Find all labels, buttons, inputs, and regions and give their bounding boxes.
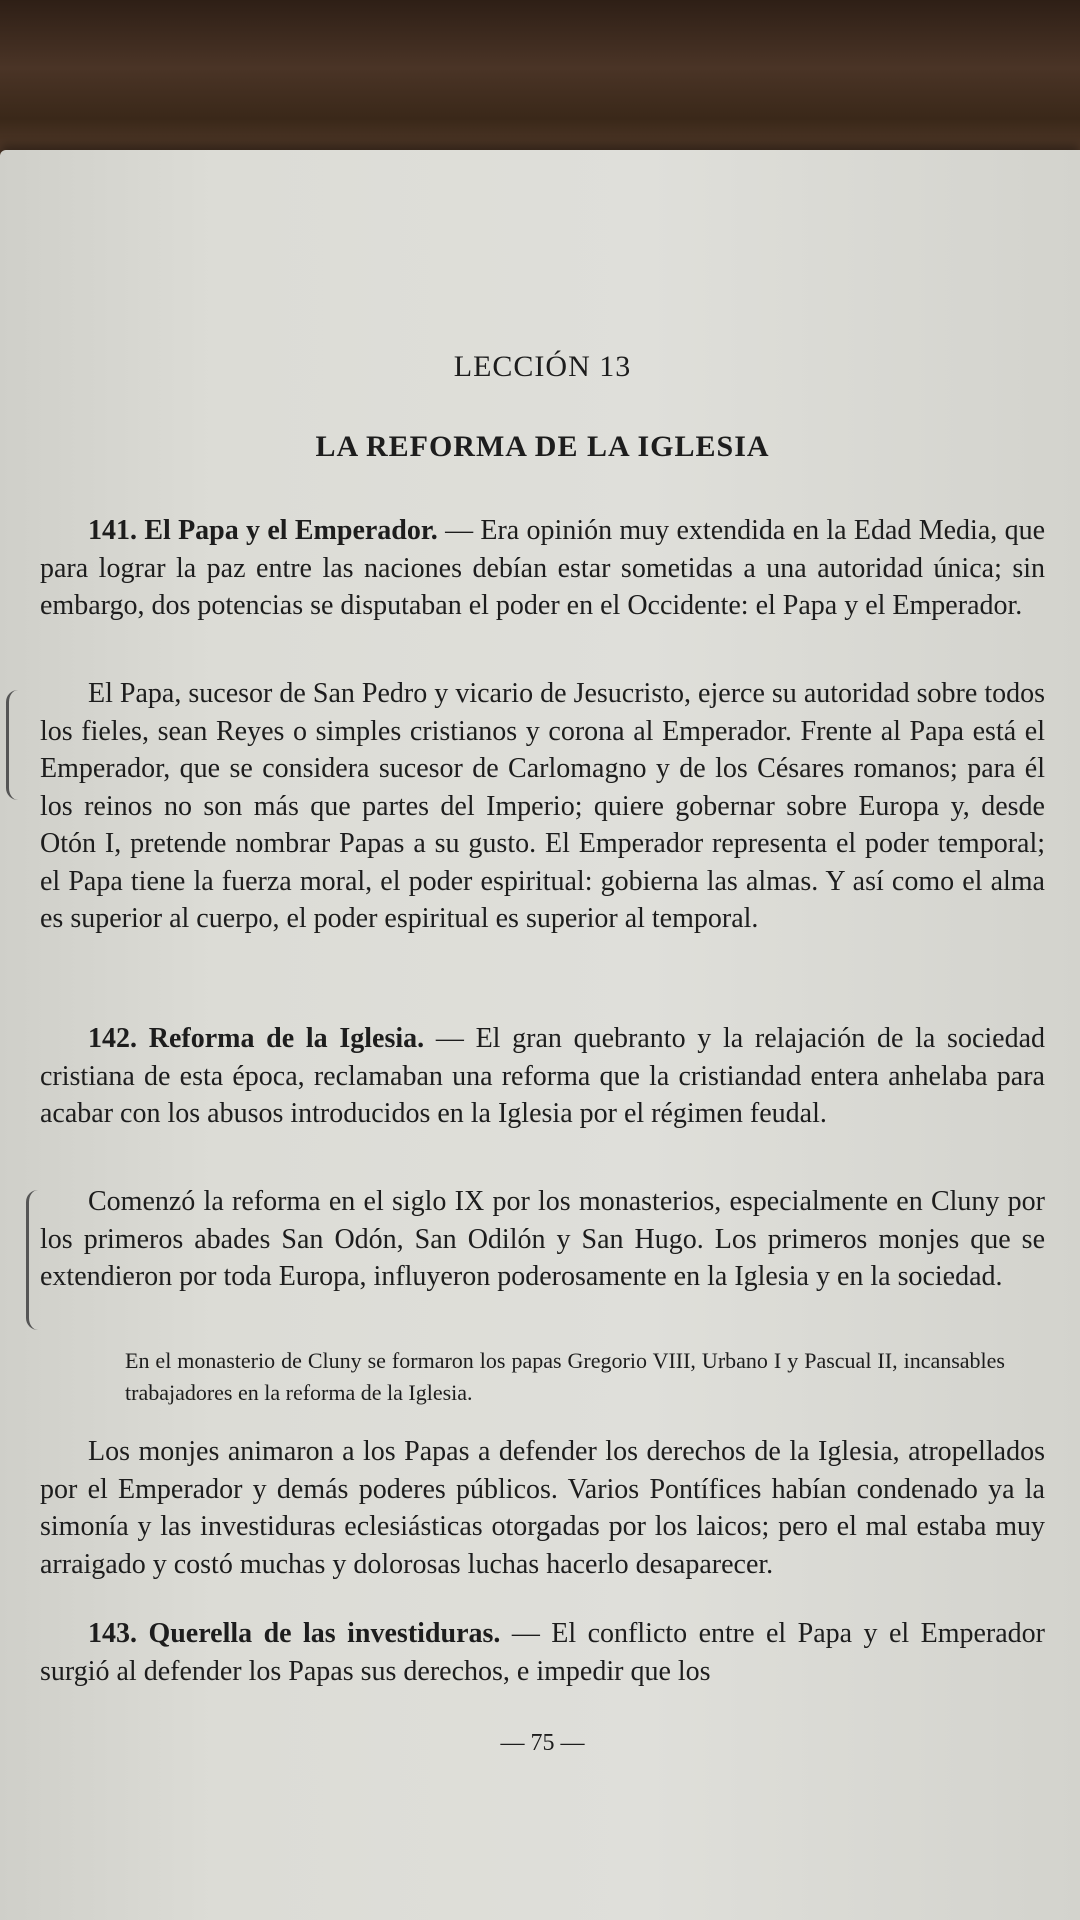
margin-bracket-mark xyxy=(6,690,27,800)
section-number: 141. xyxy=(88,515,137,546)
section-142-paragraph-2: Comenzó la reforma en el siglo IX por los monasterios, especialmente en Cluny por los primeros abades San Odón, San Odilón y San Hugo. Los primeros monjes que se extendieron por toda Europa, influyeron poderosamente en la Iglesia y en la sociedad. xyxy=(40,1186,1045,1292)
section-142-paragraph-3: Los monjes animaron a los Papas a defender los derechos de la Iglesia, atropellados por el Emperador y demás poderes públicos. Varios Pontífices habían condenado ya la simonía y las investiduras eclesiásticas otorgadas por los laicos; pero el mal estaba muy arraigado y costó muchas y dolorosas luchas hacerlo desaparecer. xyxy=(40,1436,1045,1580)
section-141-paragraph-1 xyxy=(40,512,1045,625)
page-number: — 75 — xyxy=(500,1730,585,1756)
section-text: — Era opinión muy extendida en la Edad Media, que para lograr la paz entre las naciones debían estar sometidas a una autoridad única; sin embargo, dos potencias se disputaban el poder en el Occidente: el Papa y el Emperador. xyxy=(40,515,1045,621)
section-142-paragraph-1 xyxy=(40,1020,1045,1133)
section-text: — El gran quebranto y la relajación de la sociedad cristiana de esta época, reclamaban una reforma que la cristiandad entera anhelaba para acabar con los abusos introducidos en la Iglesia por el régimen feudal. xyxy=(40,1023,1046,1129)
lesson-label: LECCIÓN 13 xyxy=(453,350,632,383)
section-142-note: En el monasterio de Cluny se formaron los papas Gregorio VIII, Urbano I y Pascual II, incansables trabajadores en la reforma de la Iglesia. xyxy=(125,1348,1005,1405)
section-heading: Querella de las investiduras. xyxy=(148,1618,501,1649)
section-heading: Reforma de la Iglesia. xyxy=(148,1023,425,1054)
wooden-table-background xyxy=(0,0,1080,170)
book-page xyxy=(0,150,1080,1920)
section-number: 143. xyxy=(88,1618,137,1649)
lesson-title: LA REFORMA DE LA IGLESIA xyxy=(315,430,770,463)
section-text: — El conflicto entre el Papa y el Emperador surgió al defender los Papas sus derechos, e impedir que los xyxy=(40,1618,1046,1687)
section-number: 142. xyxy=(88,1023,137,1054)
section-141-paragraph-2: El Papa, sucesor de San Pedro y vicario de Jesucristo, ejerce su autoridad sobre todos los fieles, sean Reyes o simples cristianos y corona al Emperador. Frente al Papa está el Emperador, que se considera sucesor de Carlomagno y de los Césares romanos; para él los reinos no son más que partes del Imperio; quiere gobernar sobre Europa y, desde Otón I, pretende nombrar Papas a su gusto. El Emperador representa el poder temporal; el Papa tiene la fuerza moral, el poder espiritual: gobierna las almas. Y así como el alma es superior al cuerpo, el poder espiritual es superior al temporal. xyxy=(40,678,1045,934)
section-heading: El Papa y el Emperador. xyxy=(144,515,438,546)
section-143-paragraph-1 xyxy=(40,1615,1045,1690)
